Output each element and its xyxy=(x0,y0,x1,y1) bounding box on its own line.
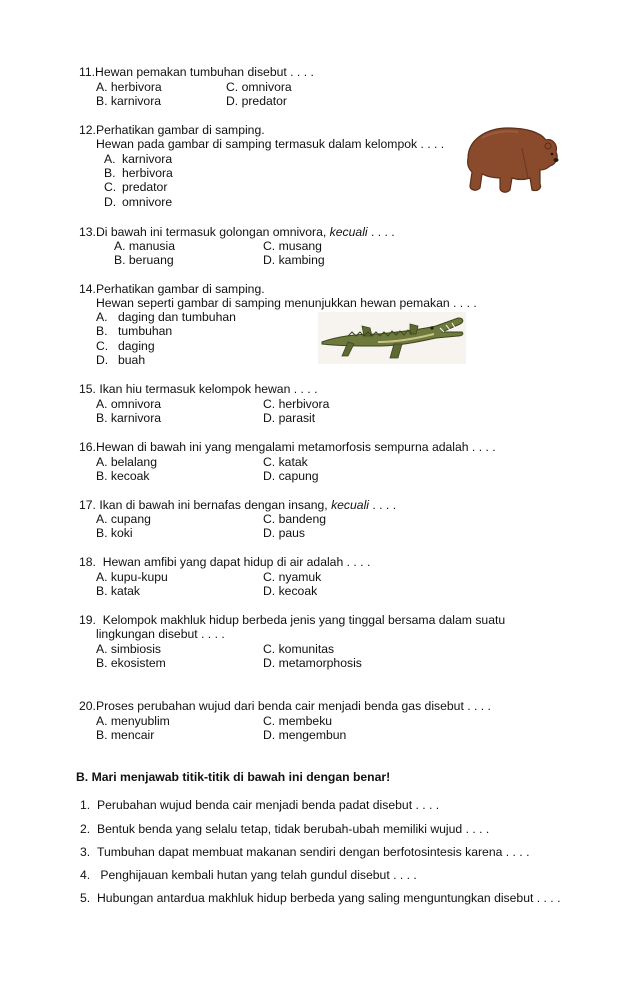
q13-option-a: A. manusia xyxy=(114,239,175,253)
item-number: 5. xyxy=(80,891,91,905)
option-text: tumbuhan xyxy=(118,324,173,338)
question-12-stem: 12.Perhatikan gambar di samping. xyxy=(79,123,265,137)
question-16-stem: 16.Hewan di bawah ini yang mengalami metamorfosis sempurna adalah . . . . xyxy=(79,440,496,454)
q12-option-b xyxy=(104,166,173,181)
q16-option-d: D. capung xyxy=(263,469,319,483)
q15-option-b: B. karnivora xyxy=(96,411,162,425)
option-text: omnivore xyxy=(122,195,173,209)
option-text: daging xyxy=(118,339,155,353)
item-number: 2. xyxy=(80,822,91,836)
item-number: 1. xyxy=(80,798,91,812)
question-15-stem: 15. Ikan hiu termasuk kelompok hewan . . . . xyxy=(79,382,318,396)
q14-option-d xyxy=(96,353,145,368)
item-number: 3. xyxy=(80,845,91,859)
option-letter: C. xyxy=(96,339,109,353)
essay-item-4 xyxy=(80,868,417,883)
essay-item-2 xyxy=(80,822,489,837)
q13-option-c: C. musang xyxy=(263,239,322,253)
stem-end: . . . . xyxy=(367,225,395,239)
q17-option-c: C. bandeng xyxy=(263,512,327,526)
stem-text: 13.Di bawah ini termasuk golongan omnivora, xyxy=(79,225,330,239)
option-letter: C. xyxy=(104,180,117,194)
option-letter: B. xyxy=(96,324,108,338)
question-19-stem-2: lingkungan disebut . . . . xyxy=(96,627,225,641)
bear-icon xyxy=(462,118,560,198)
q14-option-b xyxy=(96,324,172,339)
q13-option-b: B. beruang xyxy=(114,253,174,267)
q16-option-b: B. kecoak xyxy=(96,469,150,483)
stem-emphasis: kecuali xyxy=(329,225,368,239)
q11-option-c: C. omnivora xyxy=(226,80,292,94)
item-text: Hubungan antardua makhluk hidup berbeda yang saling menguntungkan disebut . . . . xyxy=(97,891,561,905)
q11-option-b: B. karnivora xyxy=(96,94,162,108)
item-text: Tumbuhan dapat membuat makanan sendiri dengan berfotosintesis karena . . . . xyxy=(97,845,530,859)
q15-option-a: A. omnivora xyxy=(96,397,162,411)
q12-option-d xyxy=(104,195,172,210)
q15-option-d: D. parasit xyxy=(263,411,316,425)
question-12-stem-2: Hewan pada gambar di samping termasuk dalam kelompok . . . . xyxy=(96,137,445,151)
option-letter: D. xyxy=(96,353,109,367)
stem-end: . . . . xyxy=(369,498,397,512)
q18-option-d: D. kecoak xyxy=(263,584,318,598)
q11-option-a: A. herbivora xyxy=(96,80,162,94)
q17-option-b: B. koki xyxy=(96,526,133,540)
q19-option-c: C. komunitas xyxy=(263,642,335,656)
option-text: karnivora xyxy=(122,152,173,166)
option-letter: A. xyxy=(104,152,116,166)
stem-text: 17. Ikan di bawah ini bernafas dengan insang, xyxy=(79,498,332,512)
q19-option-d: D. metamorphosis xyxy=(263,656,362,670)
option-text: predator xyxy=(122,180,168,194)
q20-option-c: C. membeku xyxy=(263,714,333,728)
q20-option-d: D. mengembun xyxy=(263,728,347,742)
question-17-stem xyxy=(79,498,396,513)
option-letter: B. xyxy=(104,166,116,180)
stem-emphasis: kecuali xyxy=(331,498,369,512)
q15-option-c: C. herbivora xyxy=(263,397,330,411)
q14-option-c xyxy=(96,339,155,354)
essay-item-1 xyxy=(80,798,439,813)
question-18-stem: 18. Hewan amfibi yang dapat hidup di air adalah . . . . xyxy=(79,555,371,569)
q17-option-a: A. cupang xyxy=(96,512,151,526)
q17-option-d: D. paus xyxy=(263,526,306,540)
q20-option-a: A. menyublim xyxy=(96,714,170,728)
question-13-stem xyxy=(79,225,395,240)
q19-option-a: A. simbiosis xyxy=(96,642,162,656)
q20-option-b: B. mencair xyxy=(96,728,155,742)
section-b-title: B. Mari menjawab titik-titik di bawah ini dengan benar! xyxy=(76,770,391,784)
q11-option-d: D. predator xyxy=(226,94,287,108)
option-letter: A. xyxy=(96,310,108,324)
option-text: daging dan tumbuhan xyxy=(118,310,236,324)
question-11-stem: 11.Hewan pemakan tumbuhan disebut . . . . xyxy=(79,65,314,79)
q18-option-c: C. nyamuk xyxy=(263,570,322,584)
crocodile-icon xyxy=(318,312,466,364)
item-text: Bentuk benda yang selalu tetap, tidak berubah-ubah memiliki wujud . . . . xyxy=(97,822,490,836)
q16-option-c: C. katak xyxy=(263,455,308,469)
question-20-stem: 20.Proses perubahan wujud dari benda cair menjadi benda gas disebut . . . . xyxy=(79,699,491,713)
q16-option-a: A. belalang xyxy=(96,455,157,469)
question-14-stem: 14.Perhatikan gambar di samping. xyxy=(79,282,265,296)
essay-item-5 xyxy=(80,891,560,906)
item-number: 4. xyxy=(80,868,91,882)
essay-item-3 xyxy=(80,845,529,860)
q13-option-d: D. kambing xyxy=(263,253,325,267)
question-14-stem-2: Hewan seperti gambar di samping menunjukkan hewan pemakan . . . . xyxy=(96,296,477,310)
q12-option-c xyxy=(104,180,167,195)
option-letter: D. xyxy=(104,195,117,209)
option-text: herbivora xyxy=(122,166,173,180)
option-text: buah xyxy=(118,353,146,367)
item-text: Penghijauan kembali hutan yang telah gundul disebut . . . . xyxy=(97,868,417,882)
q14-option-a xyxy=(96,310,236,325)
q12-option-a xyxy=(104,152,172,167)
q18-option-a: A. kupu-kupu xyxy=(96,570,168,584)
question-19-stem: 19. Kelompok makhluk hidup berbeda jenis yang tinggal bersama dalam suatu xyxy=(79,613,506,627)
q19-option-b: B. ekosistem xyxy=(96,656,166,670)
item-text: Perubahan wujud benda cair menjadi benda padat disebut . . . . xyxy=(97,798,440,812)
q18-option-b: B. katak xyxy=(96,584,141,598)
